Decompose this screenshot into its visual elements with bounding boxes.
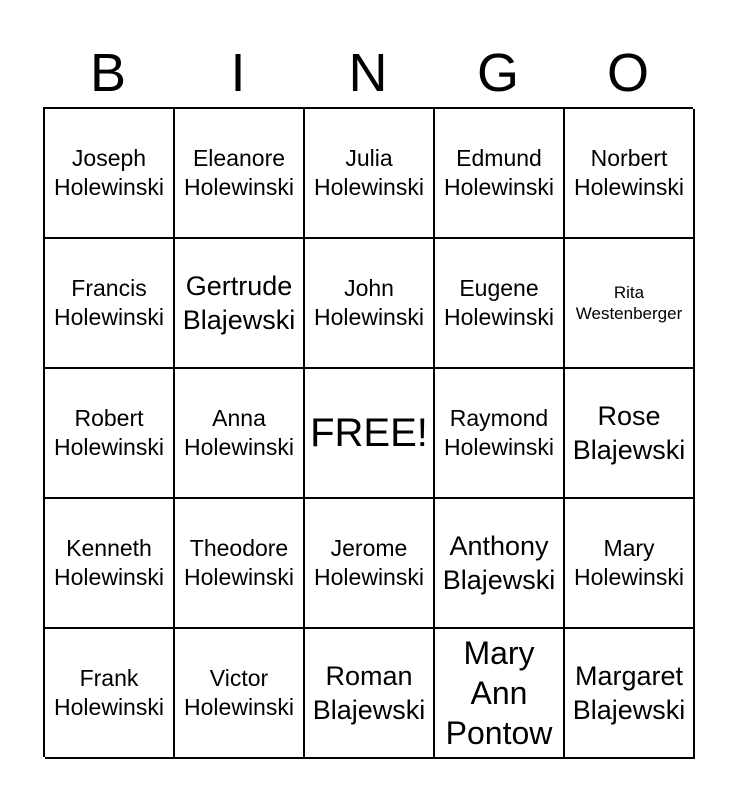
bingo-cell[interactable]	[175, 239, 305, 369]
cell-label: Norbert Holewinski	[574, 145, 684, 200]
header-letter-o: O	[606, 43, 649, 103]
bingo-cell[interactable]	[305, 629, 435, 759]
cell-label: Julia Holewinski	[314, 145, 424, 200]
free-space-label: FREE!	[310, 410, 428, 455]
cell-label: Raymond Holewinski	[444, 405, 554, 460]
cell-label: Kenneth Holewinski	[54, 535, 164, 590]
cell-label: Frank Holewinski	[54, 665, 164, 720]
header-letter-g: G	[476, 43, 519, 103]
cell-label: Mary Holewinski	[574, 535, 684, 590]
cell-label: Francis Holewinski	[54, 275, 164, 330]
cell-label: Mary Ann Pontow	[445, 634, 553, 752]
cell-label: Jerome Holewinski	[314, 535, 424, 590]
bingo-cell[interactable]	[305, 109, 435, 239]
bingo-cell[interactable]	[175, 629, 305, 759]
bingo-cell[interactable]	[565, 109, 695, 239]
bingo-cell[interactable]	[435, 109, 565, 239]
cell-label: Joseph Holewinski	[54, 145, 164, 200]
bingo-cell[interactable]	[45, 239, 175, 369]
bingo-cell[interactable]	[305, 499, 435, 629]
cell-label: Gertrude Blajewski	[182, 270, 296, 335]
header-letter-n: N	[348, 43, 388, 103]
bingo-cell[interactable]	[565, 239, 695, 369]
bingo-cell[interactable]	[435, 239, 565, 369]
bingo-cell[interactable]	[175, 369, 305, 499]
bingo-board	[43, 107, 693, 757]
cell-label: Margaret Blajewski	[572, 660, 686, 725]
cell-label: Victor Holewinski	[184, 665, 294, 720]
bingo-cell[interactable]	[565, 369, 695, 499]
cell-label: Rita Westenberger	[575, 282, 683, 323]
bingo-header	[43, 40, 693, 106]
cell-label: Eugene Holewinski	[444, 275, 554, 330]
cell-label: Rose Blajewski	[572, 400, 686, 465]
bingo-cell[interactable]	[175, 109, 305, 239]
bingo-cell[interactable]	[435, 629, 565, 759]
free-space-cell[interactable]	[305, 369, 435, 499]
bingo-cell[interactable]	[305, 239, 435, 369]
cell-label: Edmund Holewinski	[444, 145, 554, 200]
bingo-cell[interactable]	[435, 369, 565, 499]
bingo-cell[interactable]	[45, 499, 175, 629]
cell-label: Robert Holewinski	[54, 405, 164, 460]
bingo-cell[interactable]	[45, 109, 175, 239]
cell-label: Roman Blajewski	[312, 660, 426, 725]
bingo-cell[interactable]	[565, 629, 695, 759]
bingo-cell[interactable]	[435, 499, 565, 629]
header-letter-i: I	[230, 43, 246, 103]
bingo-cell[interactable]	[175, 499, 305, 629]
cell-label: Anna Holewinski	[184, 405, 294, 460]
bingo-cell[interactable]	[565, 499, 695, 629]
cell-label: Theodore Holewinski	[184, 535, 294, 590]
cell-label: Eleanore Holewinski	[184, 145, 294, 200]
bingo-cell[interactable]	[45, 369, 175, 499]
header-letter-b: B	[89, 43, 127, 103]
bingo-cell[interactable]	[45, 629, 175, 759]
cell-label: John Holewinski	[314, 275, 424, 330]
cell-label: Anthony Blajewski	[442, 530, 556, 595]
